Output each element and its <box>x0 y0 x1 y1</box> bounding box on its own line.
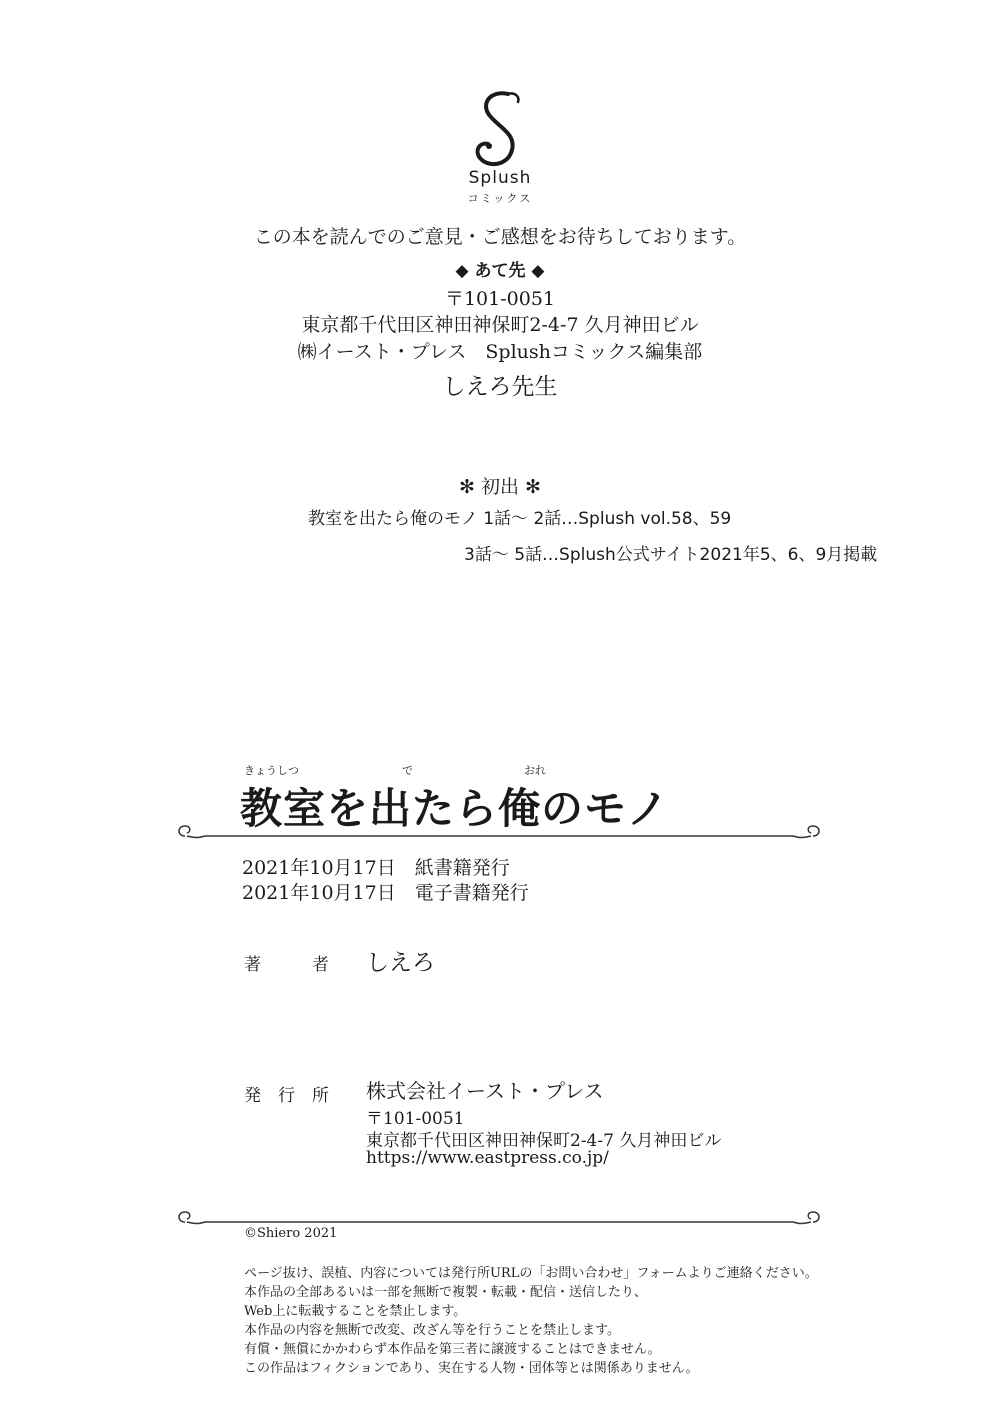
logo-wordmark: Splush <box>468 168 532 188</box>
notice-line: 本作品の内容を無断で改変、改ざん等を行うことを禁止します。 <box>244 1323 620 1338</box>
logo-subtitle: コミックス <box>467 192 533 205</box>
ruby-ore: おれ <box>524 764 546 777</box>
author-label: 著 者 <box>244 955 329 975</box>
address-heading: ◆ あて先 ◆ <box>455 261 545 281</box>
paper-publication-date: 2021年10月17日 紙書籍発行 <box>242 857 510 879</box>
first-publication-line-2: 3話～ 5話…Splush公式サイト2021年5、6、9月掲載 <box>464 545 878 565</box>
notice-line: 本作品の全部あるいは一部を無断で複製・転載・配信・送信したり、 <box>244 1285 648 1300</box>
notice-line: Web上に転載することを禁止します。 <box>244 1304 467 1319</box>
author-name: しえろ <box>366 950 435 976</box>
first-publication-heading: ✻ 初出 ✻ <box>459 476 541 498</box>
contact-recipient: しえろ先生 <box>442 374 558 400</box>
book-title: 教室を出たら俺のモノ <box>240 784 670 833</box>
ruby-kyoushitsu: きょうしつ <box>244 764 299 777</box>
publisher-url: https://www.eastpress.co.jp/ <box>366 1148 609 1168</box>
contact-company: ㈱イースト・プレス Splushコミックス編集部 <box>297 341 703 363</box>
publisher-label: 発 行 所 <box>244 1086 329 1106</box>
publisher-name: 株式会社イースト・プレス <box>366 1079 604 1103</box>
notice-line: 有償・無償にかかわらず本作品を第三者に譲渡することはできません。 <box>244 1342 661 1357</box>
splush-logo-icon <box>468 88 532 172</box>
feedback-request: この本を読んでのご意見・ご感想をお待ちしております。 <box>253 226 747 248</box>
ebook-publication-date: 2021年10月17日 電子書籍発行 <box>242 882 529 904</box>
contact-postal-code: 〒101-0051 <box>444 288 556 310</box>
notice-line: この作品はフィクションであり、実在する人物・団体等とは関係ありません。 <box>244 1361 699 1376</box>
contact-address: 東京都千代田区神田神保町2-4-7 久月神田ビル <box>301 314 699 336</box>
notice-line: ページ抜け、誤植、内容については発行所URLの「お問い合わせ」フォームよりご連絡ください。 <box>244 1266 818 1281</box>
publisher-address: 東京都千代田区神田神保町2-4-7 久月神田ビル <box>366 1131 722 1151</box>
ornamental-rule <box>175 820 823 844</box>
ruby-de: で <box>402 764 413 777</box>
first-publication-line-1: 教室を出たら俺のモノ 1話～ 2話…Splush vol.58、59 <box>308 509 732 529</box>
copyright-notice: ©Shiero 2021 <box>244 1226 338 1241</box>
publisher-postal-code: 〒101-0051 <box>366 1109 465 1129</box>
